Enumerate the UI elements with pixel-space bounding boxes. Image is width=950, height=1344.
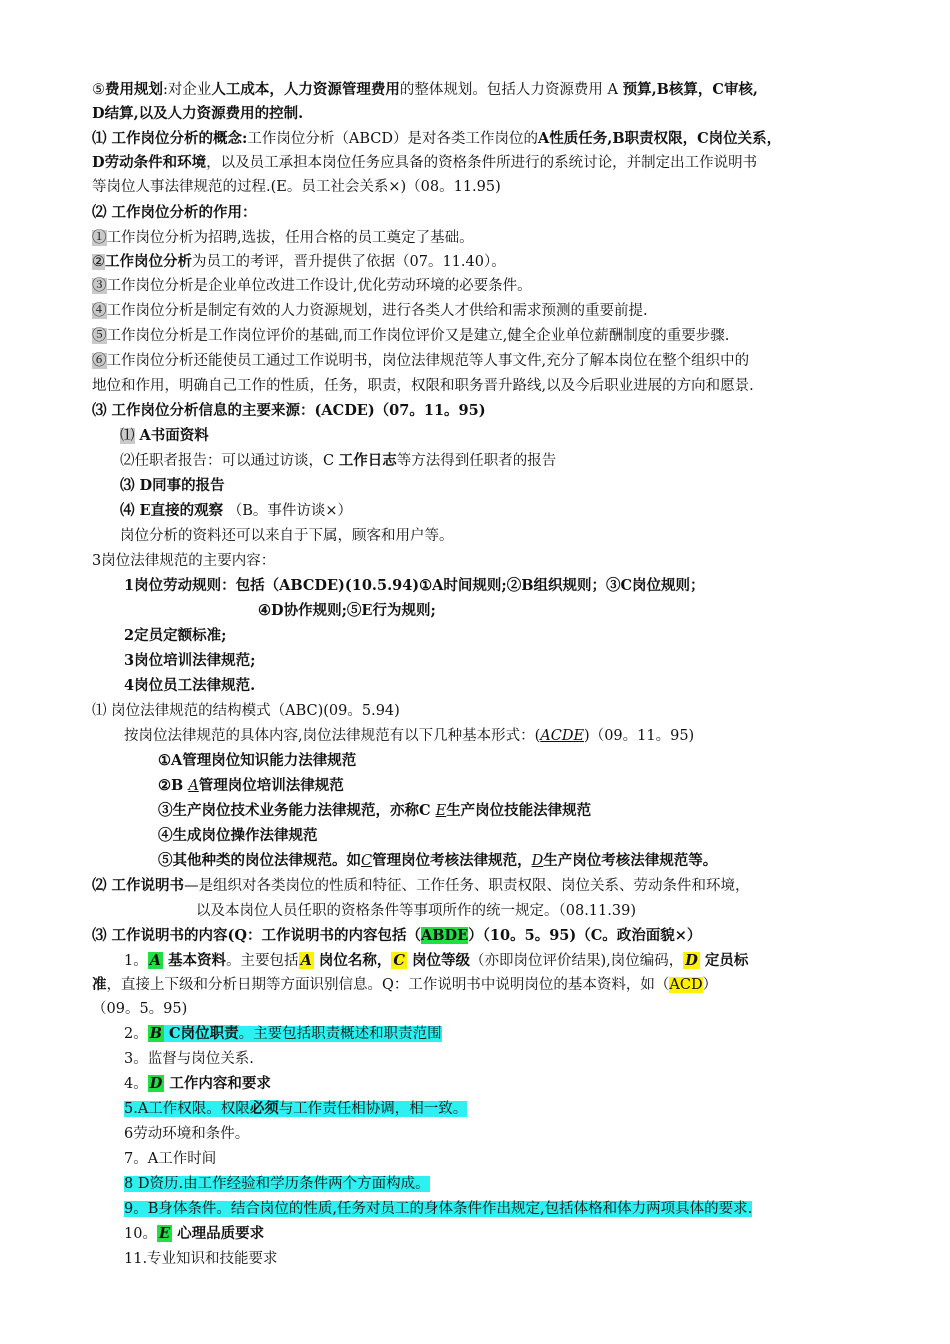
text: （B。事件访谈×） bbox=[223, 503, 353, 519]
term-bold: 心理品质要求 bbox=[172, 1225, 265, 1242]
heading-bold: ⑵ 工作说明书 bbox=[92, 877, 185, 894]
line-text bbox=[92, 973, 717, 997]
line-text bbox=[92, 151, 757, 175]
answer-mark: C bbox=[393, 952, 405, 969]
list-item bbox=[92, 274, 532, 298]
list-item: ④生成岗位操作法律规范 bbox=[158, 827, 318, 844]
text: ，直接上下级和分析日期等方面识别信息。Q：工作说明书中说明岗位的基本资料，如（ bbox=[106, 977, 670, 993]
list-item bbox=[124, 1197, 752, 1221]
text: ） bbox=[702, 977, 718, 993]
term-bold: 工作岗位分析 bbox=[105, 253, 192, 270]
line-text: D结算,以及人力资源费用的控制. bbox=[92, 105, 304, 122]
text: 。主要包括 bbox=[226, 953, 299, 969]
answer-underlined: E bbox=[435, 803, 447, 819]
answer-highlight: ACD bbox=[669, 977, 703, 993]
list-item: ⑶ D同事的报告 bbox=[120, 477, 225, 494]
list-item bbox=[158, 799, 591, 823]
text: ②B bbox=[158, 777, 189, 794]
text: 工作岗位分析为招聘,选拔，任用合格的员工奠定了基础。 bbox=[106, 230, 474, 246]
text: 生产岗位考核法律规范等。 bbox=[543, 852, 718, 869]
answer-mark: D bbox=[685, 952, 698, 969]
text: 管理岗位培训法律规范 bbox=[198, 777, 344, 794]
list-item: 7。A工作时间 bbox=[124, 1151, 217, 1167]
text: 生产岗位技能法律规范 bbox=[446, 802, 592, 819]
text: 等方法得到任职者的报告 bbox=[396, 453, 557, 469]
list-item: 11.专业知识和技能要求 bbox=[124, 1251, 278, 1267]
term-bold: 准 bbox=[92, 976, 107, 993]
list-item: 4岗位员工法律规范. bbox=[124, 677, 256, 694]
list-item bbox=[120, 424, 209, 448]
heading-job-analysis-role: ⑵ 工作岗位分析的作用： bbox=[92, 204, 257, 221]
item-number: ⑥ bbox=[92, 353, 107, 369]
item-number: 10。 bbox=[124, 1226, 157, 1242]
text: 5.A工作权限。权限 bbox=[124, 1101, 250, 1117]
text: 按岗位法律规范的具体内容,岗位法律规范有以下几种基本形式：( bbox=[124, 728, 541, 744]
item-number: ② bbox=[92, 254, 105, 270]
text: 工作岗位分析是工作岗位评价的基础,而工作岗位评价又是建立,健全企业单位薪酬制度的重要步骤. bbox=[106, 328, 730, 344]
text: ）（10。5。95)（C。政治面貌×） bbox=[468, 927, 702, 944]
line-text: 以及本岗位人员任职的资格条件等事项所作的统一规定。（08.11.39) bbox=[196, 903, 636, 919]
list-item: 6劳动环境和条件。 bbox=[124, 1126, 250, 1142]
line-text: ⑴ 岗位法律规范的结构模式（ABC)(09。5.94) bbox=[92, 703, 400, 719]
item-number: ④ bbox=[92, 303, 107, 319]
list-item bbox=[120, 499, 352, 523]
line-text: （09。5。95) bbox=[92, 1001, 188, 1017]
text: 8 D资历.由工作经验和学历条件两个方面构成。 bbox=[124, 1176, 430, 1192]
list-item bbox=[92, 299, 648, 323]
text: ⑵任职者报告：可以通过访谈，C bbox=[120, 453, 339, 469]
term-bold: 必须 bbox=[249, 1100, 279, 1117]
line-text: 等岗位人事法律规范的过程.(E。员工社会关系×)（08。11.95) bbox=[92, 179, 501, 195]
item-number: ⑤ bbox=[92, 328, 107, 344]
list-item bbox=[92, 250, 506, 274]
answer-underlined: D bbox=[531, 853, 544, 869]
term-bold: ⑷ E直接的观察 bbox=[120, 502, 224, 519]
list-item bbox=[124, 1222, 264, 1246]
list-item: 3。监督与岗位关系. bbox=[124, 1051, 254, 1067]
list-item bbox=[124, 949, 748, 973]
item-number: ① bbox=[92, 230, 107, 246]
answer-mark: A bbox=[300, 952, 312, 969]
list-item bbox=[92, 226, 474, 250]
line-job-analysis-concept bbox=[92, 127, 781, 151]
text: ⑤其他种类的岗位法律规范。如 bbox=[158, 852, 361, 869]
text: ③生产岗位技术业务能力法律规范，亦称C bbox=[158, 802, 436, 819]
list-item bbox=[124, 1172, 430, 1196]
term-bold: 人工成本，人力资源管理费用 bbox=[211, 81, 400, 98]
term-bold: 基本资料 bbox=[163, 952, 227, 969]
text: 工作岗位分析是企业单位改进工作设计,优化劳动环境的必要条件。 bbox=[106, 278, 532, 294]
term-bold: A书面资料 bbox=[134, 427, 209, 444]
heading-info-sources: ⑶ 工作岗位分析信息的主要来源：(ACDE)（07。11。95) bbox=[92, 402, 486, 419]
answer-highlight: ABDE bbox=[421, 927, 469, 944]
text: 的整体规划。包括人力资源费用 A bbox=[399, 82, 623, 98]
item-number: 2。 bbox=[124, 1026, 148, 1042]
answer-mark: A bbox=[149, 952, 161, 969]
text: ，以及员工承担本岗位任务应具备的资格条件所进行的系统讨论，并制定出工作说明书 bbox=[206, 155, 758, 171]
term-bold: C岗位职责 bbox=[164, 1025, 239, 1042]
heading-bold: ⑴ 工作岗位分析的概念: bbox=[92, 130, 248, 147]
list-item: 1岗位劳动规则：包括（ABCDE)(10.5.94)①A时间规则;②B组织规则；③C岗位规则； bbox=[124, 577, 705, 594]
term-bold: 岗位等级 bbox=[406, 952, 470, 969]
term-bold: 工作内容和要求 bbox=[164, 1075, 271, 1092]
text: 管理岗位考核法律规范， bbox=[372, 852, 532, 869]
item-number: ⑤ bbox=[92, 82, 105, 98]
answer-underlined: ACDE bbox=[540, 728, 585, 744]
line-text bbox=[124, 724, 694, 748]
item-number: 1。 bbox=[124, 953, 148, 969]
text: 工作岗位分析是制定有效的人力资源规划，进行各类人才供给和需求预测的重要前提. bbox=[106, 303, 648, 319]
text: 与工作责任相协调，相一致。 bbox=[278, 1101, 468, 1117]
text: ⑶ 工作说明书的内容(Q：工作说明书的内容包括（ bbox=[92, 927, 422, 944]
term-bold: 定员标 bbox=[699, 952, 749, 969]
list-item bbox=[124, 1072, 271, 1096]
item-number: 4。 bbox=[124, 1076, 148, 1092]
term-bold: 工作日志 bbox=[338, 452, 397, 469]
answer-underlined: C bbox=[361, 853, 373, 869]
answer-mark: B bbox=[149, 1025, 162, 1042]
text: 工作岗位分析（ABCD）是对各类工作岗位的 bbox=[247, 131, 539, 147]
heading-legal-norms: 3岗位法律规范的主要内容： bbox=[92, 553, 276, 569]
list-item bbox=[92, 349, 749, 373]
list-item bbox=[158, 774, 344, 798]
answer-underlined: A bbox=[188, 778, 199, 794]
item-number: ③ bbox=[92, 278, 107, 294]
line-expense-planning bbox=[92, 78, 758, 102]
text: 为员工的考评，晋升提供了依据（07。11.40）。 bbox=[192, 254, 506, 270]
answer-mark: D bbox=[149, 1075, 163, 1092]
list-item: ④D协作规则;⑤E行为规则; bbox=[258, 602, 436, 619]
text: 。主要包括职责概述和职责范围 bbox=[238, 1026, 442, 1042]
line-job-description bbox=[92, 874, 750, 898]
list-item bbox=[124, 1022, 442, 1046]
term-bold: 费用规划 bbox=[105, 81, 163, 98]
list-item: 3岗位培训法律规范; bbox=[124, 652, 256, 669]
list-item: ①A管理岗位知识能力法律规范 bbox=[158, 752, 357, 769]
text: 工作岗位分析还能使员工通过工作说明书，岗位法律规范等人事文件,充分了解本岗位在整个组织中的 bbox=[106, 353, 750, 369]
list-item bbox=[120, 449, 556, 473]
line-text: 岗位分析的资料还可以来自于下属，顾客和用户等。 bbox=[120, 528, 454, 544]
answer-mark: E bbox=[158, 1225, 171, 1242]
list-item: 2定员定额标准; bbox=[124, 627, 227, 644]
line-text: 地位和作用，明确自己工作的性质，任务，职责，权限和职务晋升路线,以及今后职业进展的方向和愿景. bbox=[92, 378, 754, 394]
list-item bbox=[92, 324, 729, 348]
heading-job-description-contents bbox=[92, 924, 701, 948]
term-bold: D劳动条件和环境 bbox=[92, 154, 207, 171]
text: )（09。11。95) bbox=[584, 728, 695, 744]
text: （亦即岗位评价结果),岗位编码， bbox=[470, 953, 684, 969]
list-item bbox=[124, 1097, 467, 1121]
term-bold: 岗位名称， bbox=[313, 952, 392, 969]
item-number: ⑴ bbox=[120, 428, 135, 444]
text: 9。B身体条件。结合岗位的性质,任务对员工的身体条件作出规定,包括体格和体力两项具体的要求. bbox=[124, 1201, 753, 1217]
text: —是组织对各类岗位的性质和特征、工作任务、职责权限、岗位关系、劳动条件和环境， bbox=[184, 878, 750, 894]
list-item bbox=[158, 849, 717, 873]
text: :对企业 bbox=[163, 82, 212, 98]
term-bold: A性质任务,B职责权限，C岗位关系， bbox=[538, 130, 782, 147]
term-bold: 预算,B核算，C审核, bbox=[622, 81, 758, 98]
